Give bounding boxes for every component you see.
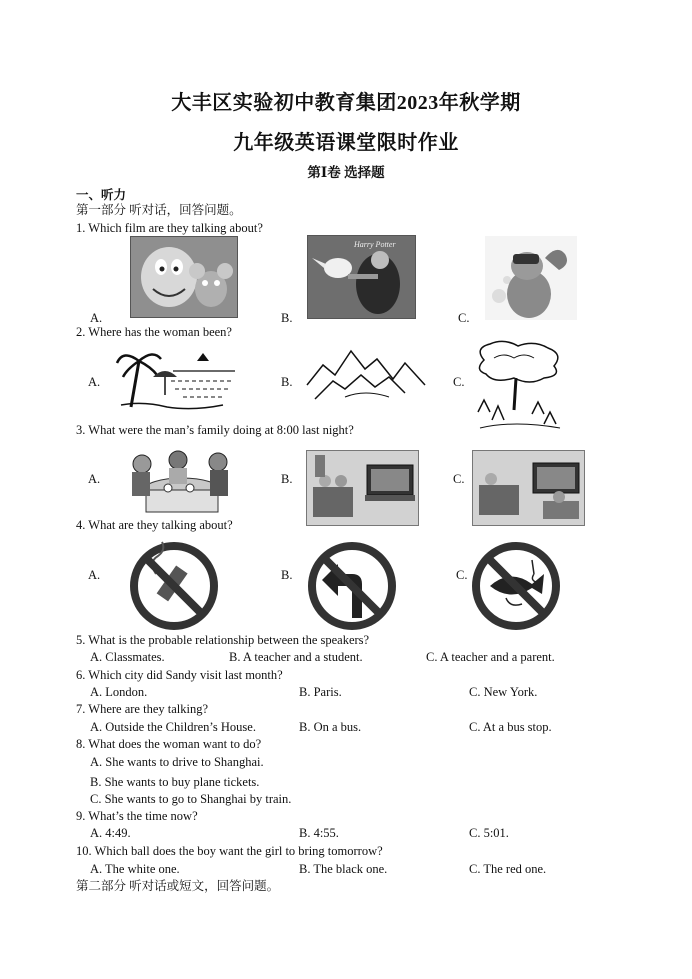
- q2-option-c-label: C.: [453, 375, 465, 389]
- q2-option-b-label: B.: [281, 375, 293, 389]
- beach-drawing: [113, 347, 238, 412]
- question-6: 6. Which city did Sandy visit last month?: [76, 668, 283, 682]
- part1-instruction: 第一部分 听对话，回答问题。: [76, 203, 242, 217]
- q4-option-b-label: B.: [281, 568, 293, 582]
- question-9: 9. What’s the time now?: [76, 809, 198, 823]
- question-5: 5. What is the probable relationship between the speakers?: [76, 633, 370, 647]
- q8-option-c: C. She wants to go to Shanghai by train.: [90, 792, 292, 806]
- q3-option-c-label: C.: [453, 472, 465, 486]
- harry-potter-poster-text: Harry Potter: [354, 240, 396, 249]
- q4-option-a-label: A.: [88, 568, 101, 582]
- q8-option-b: B. She wants to buy plane tickets.: [90, 775, 260, 789]
- q10-option-b: B. The black one.: [299, 862, 388, 876]
- question-7: 7. Where are they talking?: [76, 702, 209, 716]
- volume-heading: 第Ⅰ卷 选择题: [307, 165, 385, 180]
- family-dinner-drawing: [122, 446, 240, 518]
- family-watching-tv-image-b: [306, 450, 419, 526]
- q5-option-a: A. Classmates.: [90, 650, 165, 664]
- q7-option-a: A. Outside the Children’s House.: [90, 720, 256, 734]
- q6-option-b: B. Paris.: [299, 685, 342, 699]
- question-10: 10. Which ball does the boy want the girl to bring tomorrow?: [76, 844, 383, 858]
- garfield-image: [485, 236, 577, 320]
- q3-option-b-label: B.: [281, 472, 293, 486]
- document-subtitle: 九年级英语课堂限时作业: [233, 132, 459, 154]
- q5-option-c: C. A teacher and a parent.: [426, 650, 555, 664]
- no-left-turn-sign-icon: [306, 540, 398, 632]
- question-1: 1. Which film are they talking about?: [76, 221, 263, 235]
- mountains-drawing: [305, 345, 427, 401]
- question-4: 4. What are they talking about?: [76, 518, 233, 532]
- no-smoking-sign-icon: [128, 540, 220, 632]
- q7-option-c: C. At a bus stop.: [469, 720, 552, 734]
- part2-instruction: 第二部分 听对话或短文，回答问题。: [76, 879, 280, 893]
- q4-option-c-label: C.: [456, 568, 468, 582]
- section-heading-listening: 一、听力: [76, 188, 127, 202]
- q9-option-a: A. 4:49.: [90, 826, 131, 840]
- question-3: 3. What were the man’s family doing at 8:00 last night?: [76, 423, 354, 437]
- q1-option-b-label: B.: [281, 311, 293, 325]
- q10-option-c: C. The red one.: [469, 862, 547, 876]
- q8-option-a: A. She wants to drive to Shanghai.: [90, 755, 264, 769]
- q7-option-b: B. On a bus.: [299, 720, 362, 734]
- document-title: 大丰区实验初中教育集团2023年秋学期: [171, 92, 521, 114]
- q6-option-a: A. London.: [90, 685, 148, 699]
- q9-option-b: B. 4:55.: [299, 826, 339, 840]
- q2-option-a-label: A.: [88, 375, 101, 389]
- tom-and-jerry-image: [130, 236, 238, 318]
- q1-option-c-label: C.: [458, 311, 470, 325]
- question-8: 8. What does the woman want to do?: [76, 737, 262, 751]
- q9-option-c: C. 5:01.: [469, 826, 509, 840]
- question-2: 2. Where has the woman been?: [76, 325, 232, 339]
- no-fishing-sign-icon: [470, 540, 562, 632]
- harry-potter-image: [307, 235, 416, 319]
- q10-option-a: A. The white one.: [90, 862, 180, 876]
- q1-option-a-label: A.: [90, 311, 103, 325]
- family-watching-tv-image-c: [472, 450, 585, 526]
- forest-drawing: [474, 340, 564, 435]
- q6-option-c: C. New York.: [469, 685, 538, 699]
- q3-option-a-label: A.: [88, 472, 101, 486]
- q5-option-b: B. A teacher and a student.: [229, 650, 363, 664]
